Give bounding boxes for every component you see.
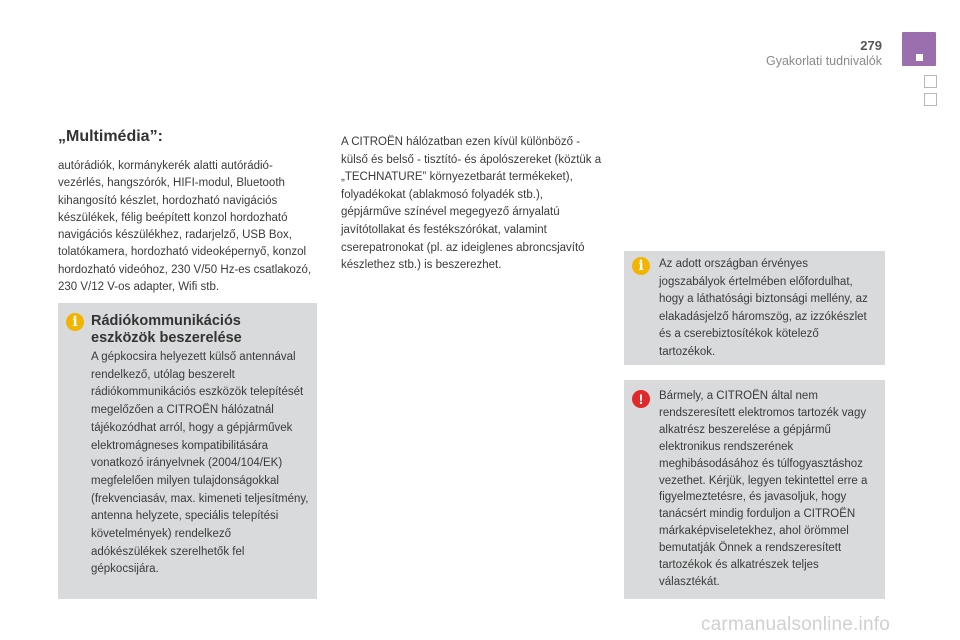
- info-icon: i: [66, 313, 84, 331]
- section-title: Gyakorlati tudnivalók: [765, 54, 882, 68]
- multimedia-heading: „Multimédia”:: [58, 128, 163, 145]
- page-number: 279: [860, 38, 882, 53]
- chapter-tab[interactable]: [924, 75, 937, 88]
- radio-equipment-panel: [58, 303, 317, 599]
- warning-panel-text: Bármely, a CITROËN által nem rendszeresített elektromos tartozék vagy alkatrész beszerelése a gépjármű elektronikus rendszerének meghibásodásához és túlfogyasztáshoz vezethet. Kérjük, legyen tekintettel erre a figyelmeztetésre, és javasoljuk, hogy tanácsért mindig forduljon a CITROËN márkaképviseletekhez, ahol örömmel bemutatják Önnek a rendszeresített tartozékok és alkatrészek teljes választékát.: [659, 390, 868, 588]
- chapter-tab[interactable]: [924, 93, 937, 106]
- legal-panel-text: Az adott országban érvényes jogszabályok értelmében előfordulhat, hogy a láthatósági biztonsági mellény, az elakadásjelző háromszög, az izzókészlet és a cserebiztosítékok kötelező tartozékok.: [659, 258, 868, 358]
- radio-panel-title: Rádiókommunikációs eszközök beszerelése: [91, 313, 242, 346]
- chapter-tab-active[interactable]: [902, 32, 936, 66]
- electrical-warning-panel: [624, 380, 885, 599]
- accessories-text: A CITROËN hálózatban ezen kívül különböző - külső és belső - tisztító- és ápolószereket (köztük a „TECHNATURE” környezetbarát termékeket), folyadékokat (ablakmosó folyadék stb.), gépjárműve színével megegyező árnyalatú javítótollakat és festékszórókat, valamint cserepatronokat (pl. az ideiglenes abroncsjavító készlethez stb.) is beszerezhet.: [341, 136, 602, 272]
- warning-icon: !: [632, 390, 650, 408]
- multimedia-text: autórádiók, kormánykerék alatti autórádió-vezérlés, hangszórók, HIFI-modul, Bluetooth kihangosító készlet, hordozható navigációs készülékek, félig beépített konzol hordozható navigációs készülékhez, radarjelző, USB Box, tolatókamera, hordozható videoképernyő, konzol hordozható videóhoz, 230 V/50 Hz-es csatlakozó, 230 V/12 V-os adapter, Wifi stb.: [58, 160, 312, 294]
- legal-requirements-panel: [624, 251, 885, 365]
- info-icon: i: [632, 257, 650, 275]
- tab-marker: [916, 54, 923, 61]
- watermark-text: carmanualsonline.info: [700, 614, 890, 635]
- radio-panel-text: A gépkocsira helyezett külső antennával rendelkező, utólag beszerelt rádiókommunikációs eszközök telepítését megelőzően a CITROËN hálózatnál tájékozódhat arról, hogy a gépjárművek elektromágneses kompatibilitására vonatkozó irányelvnek (2004/104/EK) megfelelően milyen tulajdonságokkal (frekvenciasáv, max. kimeneti teljesítmény, antenna helyzete, speciális telepítési követelmények) rendelkező adókészülékek szerelhetők fel gépkocsijára.: [91, 351, 309, 576]
